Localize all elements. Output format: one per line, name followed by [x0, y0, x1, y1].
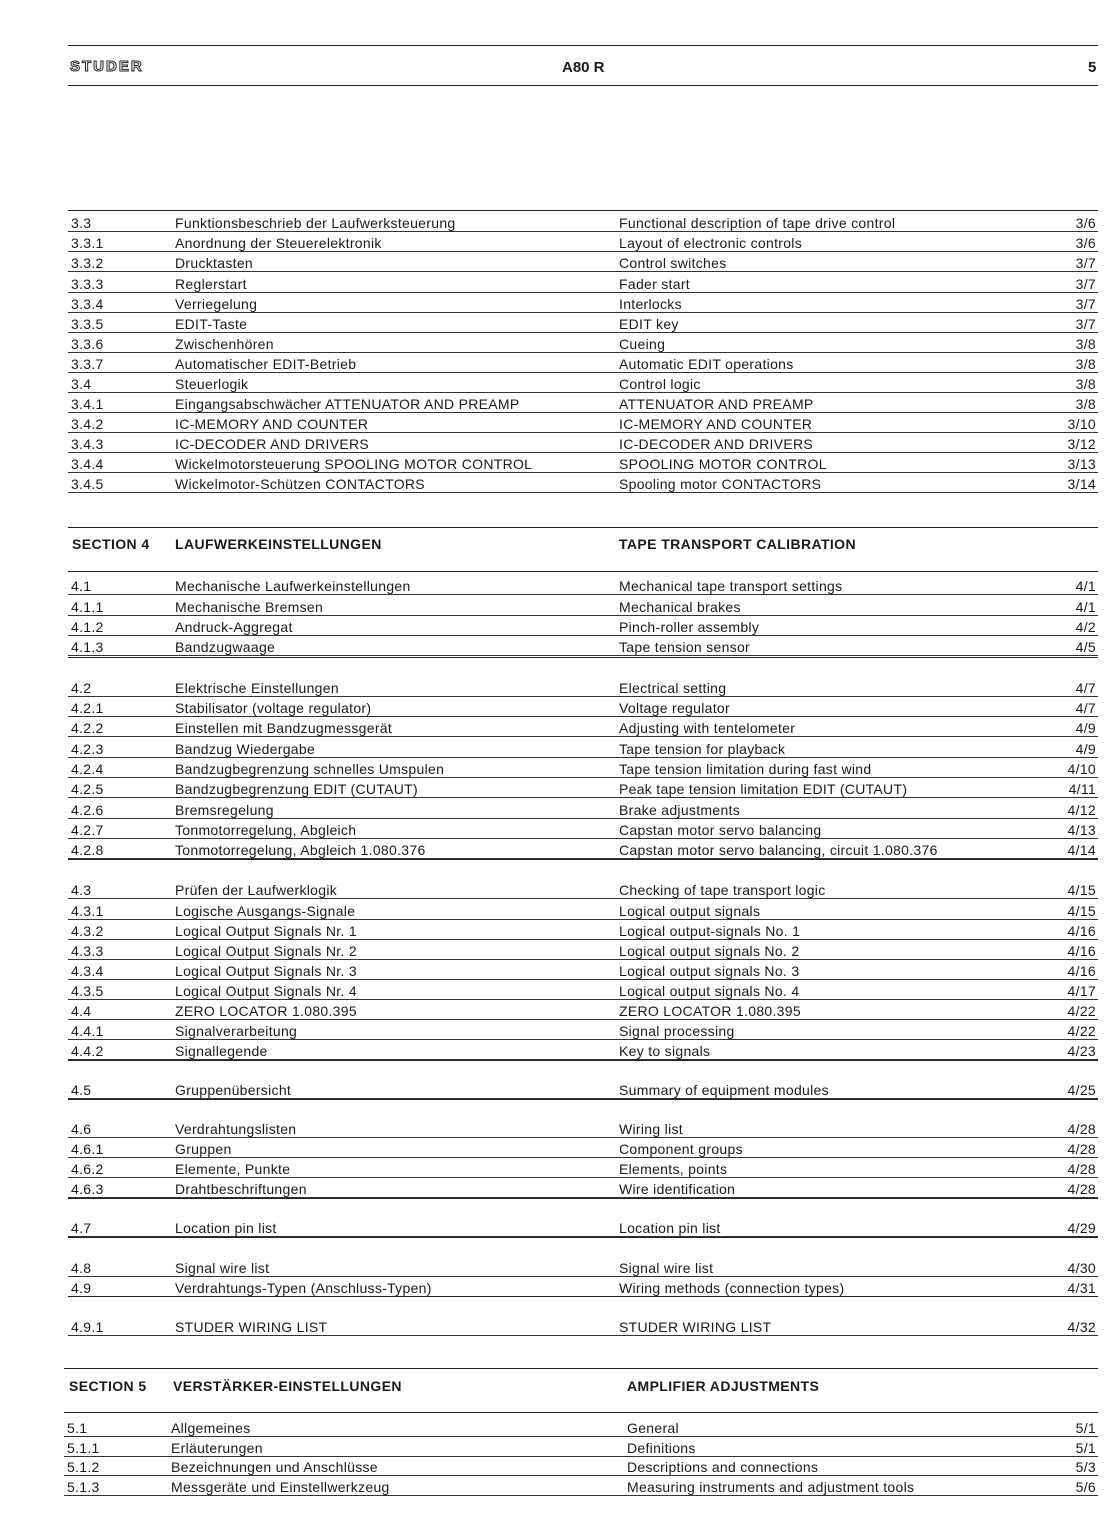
toc-row — [68, 413, 1098, 433]
toc-section-number: 3.3 — [71, 215, 92, 231]
toc-page-ref: 5/1 — [1075, 1440, 1096, 1456]
toc-title-de: Zwischenhören — [175, 336, 274, 352]
table-top-rule — [68, 210, 1098, 211]
header-top-rule — [68, 45, 1098, 46]
toc-title-de: IC-DECODER AND DRIVERS — [175, 436, 370, 452]
toc-title-de: Stabilisator (voltage regulator) — [175, 700, 372, 716]
toc-title-de: Location pin list — [175, 1220, 277, 1236]
toc-title-en: Logical output signals No. 4 — [619, 983, 800, 999]
toc-title-en: Automatic EDIT operations — [619, 356, 794, 372]
toc-title-en: Control logic — [619, 376, 701, 392]
toc-section-number: 4.2 — [71, 680, 92, 696]
toc-title-en: Component groups — [619, 1141, 743, 1157]
toc-title-de: Erläuterungen — [171, 1440, 263, 1456]
section-title-de: VERSTÄRKER-EINSTELLUNGEN — [173, 1378, 402, 1394]
toc-page-ref: 4/29 — [1067, 1220, 1096, 1236]
toc-row — [68, 575, 1098, 595]
toc-title-en: Voltage regulator — [619, 700, 730, 716]
toc-title-en: SPOOLING MOTOR CONTROL — [619, 456, 827, 472]
toc-section-number: 4.2.3 — [71, 741, 104, 757]
toc-title-de: Elemente, Punkte — [175, 1161, 291, 1177]
toc-page-ref: 4/28 — [1067, 1161, 1096, 1177]
toc-title-de: Tonmotorregelung, Abgleich 1.080.376 — [175, 842, 426, 858]
toc-row — [68, 1000, 1098, 1020]
toc-section-number: 4.6 — [71, 1121, 92, 1137]
toc-title-de: Allgemeines — [171, 1420, 251, 1436]
toc-page-ref: 4/5 — [1075, 639, 1096, 655]
header-bottom-rule — [68, 85, 1098, 86]
toc-title-en: EDIT key — [619, 316, 679, 332]
toc-section-number: 3.4.3 — [71, 436, 104, 452]
toc-row — [68, 1178, 1098, 1198]
toc-title-de: Verdrahtungslisten — [175, 1121, 297, 1137]
toc-title-en: Signal wire list — [619, 1260, 714, 1276]
section-title-en: TAPE TRANSPORT CALIBRATION — [619, 536, 856, 552]
toc-page-ref: 5/1 — [1075, 1420, 1096, 1436]
toc-row — [68, 273, 1098, 293]
toc-page-ref: 3/7 — [1075, 296, 1096, 312]
toc-title-en: Tape tension limitation during fast wind — [619, 761, 872, 777]
toc-section-number: 3.4.1 — [71, 396, 104, 412]
toc-row — [68, 252, 1098, 272]
toc-title-de: Gruppen — [175, 1141, 232, 1157]
toc-section-number: 4.3 — [71, 882, 92, 898]
toc-page-ref: 4/16 — [1067, 923, 1096, 939]
toc-section-number: 4.3.1 — [71, 903, 104, 919]
toc-section-number: 4.2.7 — [71, 822, 104, 838]
toc-title-en: General — [627, 1420, 679, 1436]
toc-page-ref: 4/9 — [1075, 741, 1096, 757]
section-title-de: LAUFWERKEINSTELLUNGEN — [175, 536, 382, 552]
toc-row — [68, 393, 1098, 413]
section-5-rule — [64, 1368, 1098, 1369]
toc-row — [68, 980, 1098, 1000]
toc-section-number: 4.1.2 — [71, 619, 104, 635]
toc-row — [68, 1020, 1098, 1040]
toc-title-de: Signallegende — [175, 1043, 268, 1059]
toc-title-en: Location pin list — [619, 1220, 721, 1236]
toc-title-de: Anordnung der Steuerelektronik — [175, 235, 382, 251]
toc-section-number: 4.1.1 — [71, 599, 104, 615]
toc-title-en: Layout of electronic controls — [619, 235, 803, 251]
toc-page-ref: 3/7 — [1075, 255, 1096, 271]
toc-title-de: Mechanische Laufwerkeinstellungen — [175, 578, 411, 594]
toc-page-ref: 4/16 — [1067, 963, 1096, 979]
toc-page-ref: 4/15 — [1067, 903, 1096, 919]
toc-row — [68, 1040, 1098, 1060]
toc-title-de: Bandzugbegrenzung EDIT (CUTAUT) — [175, 781, 418, 797]
toc-title-en: Mechanical brakes — [619, 599, 741, 615]
toc-section-number: 4.6.3 — [71, 1181, 104, 1197]
group-separator-rule — [68, 1237, 1098, 1238]
toc-row — [68, 799, 1098, 819]
studer-logo: STUDER — [70, 58, 144, 75]
toc-title-en: Tape tension sensor — [619, 639, 751, 655]
toc-title-de: IC-MEMORY AND COUNTER — [175, 416, 369, 432]
toc-section-number: 4.1 — [71, 578, 92, 594]
toc-title-en: Tape tension for playback — [619, 741, 786, 757]
section-heading — [68, 1378, 1098, 1396]
toc-page-ref: 4/14 — [1067, 842, 1096, 858]
toc-title-de: Verdrahtungs-Typen (Anschluss-Typen) — [175, 1280, 432, 1296]
toc-section-number: 4.3.4 — [71, 963, 104, 979]
toc-row — [68, 293, 1098, 313]
toc-section-number: 4.4.1 — [71, 1023, 104, 1039]
toc-row — [68, 616, 1098, 636]
toc-section-number: 3.3.6 — [71, 336, 104, 352]
toc-section-number: 4.6.2 — [71, 1161, 104, 1177]
toc-page-ref: 4/28 — [1067, 1141, 1096, 1157]
toc-row — [68, 313, 1098, 333]
toc-page-ref: 3/6 — [1075, 215, 1096, 231]
toc-row — [68, 819, 1098, 839]
toc-page-ref: 3/6 — [1075, 235, 1096, 251]
toc-section-number: 3.3.5 — [71, 316, 104, 332]
toc-title-de: EDIT-Taste — [175, 316, 248, 332]
group-separator-rule — [68, 1060, 1098, 1061]
group-separator-rule — [68, 657, 1098, 658]
toc-title-en: Logical output signals — [619, 903, 761, 919]
toc-title-de: Andruck-Aggregat — [175, 619, 293, 635]
toc-title-de: Logical Output Signals Nr. 3 — [175, 963, 357, 979]
toc-title-de: Logical Output Signals Nr. 1 — [175, 923, 357, 939]
toc-row — [64, 1437, 1098, 1457]
section-number: SECTION 5 — [69, 1378, 147, 1394]
toc-title-en: ZERO LOCATOR 1.080.395 — [619, 1003, 801, 1019]
toc-row — [68, 738, 1098, 758]
toc-row — [68, 433, 1098, 453]
toc-page-ref: 3/12 — [1067, 436, 1096, 452]
toc-page-ref: 4/30 — [1067, 1260, 1096, 1276]
toc-row — [68, 596, 1098, 616]
toc-title-de: Drahtbeschriftungen — [175, 1181, 307, 1197]
toc-title-de: Bandzugbegrenzung schnelles Umspulen — [175, 761, 445, 777]
toc-title-en: Wiring methods (connection types) — [619, 1280, 845, 1296]
toc-title-de: Bezeichnungen und Anschlüsse — [171, 1459, 378, 1475]
toc-title-en: Measuring instruments and adjustment tools — [627, 1479, 915, 1495]
toc-section-number: 5.1.2 — [67, 1459, 100, 1475]
toc-section-number: 4.9.1 — [71, 1319, 104, 1335]
toc-row — [68, 1217, 1098, 1237]
section-number: SECTION 4 — [72, 536, 150, 552]
toc-title-en: IC-DECODER AND DRIVERS — [619, 436, 814, 452]
toc-page-ref: 5/6 — [1075, 1479, 1096, 1495]
toc-title-en: Logical output-signals No. 1 — [619, 923, 801, 939]
toc-title-en: Signal processing — [619, 1023, 735, 1039]
toc-title-en: Capstan motor servo balancing, circuit 1.080.376 — [619, 842, 938, 858]
group-separator-rule — [68, 859, 1098, 860]
toc-title-en: Cueing — [619, 336, 666, 352]
toc-title-en: Spooling motor CONTACTORS — [619, 476, 822, 492]
toc-row — [68, 717, 1098, 737]
toc-title-en: Electrical setting — [619, 680, 727, 696]
toc-section-number: 4.4 — [71, 1003, 92, 1019]
toc-page-ref: 3/8 — [1075, 376, 1096, 392]
toc-page-ref: 4/7 — [1075, 700, 1096, 716]
section-heading — [68, 536, 1098, 554]
toc-page-ref: 3/7 — [1075, 276, 1096, 292]
toc-row — [68, 353, 1098, 373]
toc-section-number: 4.2.4 — [71, 761, 104, 777]
toc-section-number: 4.5 — [71, 1082, 92, 1098]
toc-title-de: Funktionsbeschrieb der Laufwerksteuerung — [175, 215, 456, 231]
toc-page-ref: 4/23 — [1067, 1043, 1096, 1059]
toc-title-de: Tonmotorregelung, Abgleich — [175, 822, 357, 838]
toc-page-ref: 4/28 — [1067, 1181, 1096, 1197]
toc-page-ref: 4/22 — [1067, 1023, 1096, 1039]
toc-section-number: 4.3.5 — [71, 983, 104, 999]
toc-title-de: Eingangsabschwächer ATTENUATOR AND PREAMP — [175, 396, 520, 412]
toc-page-ref: 4/15 — [1067, 882, 1096, 898]
model-title: A80 R — [562, 59, 605, 76]
toc-section-number: 4.6.1 — [71, 1141, 104, 1157]
toc-page-ref: 4/13 — [1067, 822, 1096, 838]
toc-title-en: Pinch-roller assembly — [619, 619, 760, 635]
toc-section-number: 3.3.2 — [71, 255, 104, 271]
toc-page-ref: 4/1 — [1075, 599, 1096, 615]
toc-page-ref: 4/28 — [1067, 1121, 1096, 1137]
toc-page-ref: 4/25 — [1067, 1082, 1096, 1098]
toc-title-en: Functional description of tape drive control — [619, 215, 896, 231]
toc-page-ref: 4/22 — [1067, 1003, 1096, 1019]
toc-title-de: Steuerlogik — [175, 376, 249, 392]
toc-section-number: 3.3.4 — [71, 296, 104, 312]
toc-title-en: Interlocks — [619, 296, 682, 312]
toc-page-ref: 4/32 — [1067, 1319, 1096, 1335]
toc-title-en: Capstan motor servo balancing — [619, 822, 822, 838]
toc-title-en: Checking of tape transport logic — [619, 882, 826, 898]
toc-row — [64, 1476, 1098, 1496]
toc-page-ref: 5/3 — [1075, 1459, 1096, 1475]
toc-section-number: 3.4.2 — [71, 416, 104, 432]
toc-title-en: Control switches — [619, 255, 727, 271]
toc-row — [64, 1417, 1098, 1437]
section-title-en: AMPLIFIER ADJUSTMENTS — [627, 1378, 820, 1394]
toc-row — [68, 373, 1098, 393]
group-separator-rule — [68, 1099, 1098, 1100]
toc-page-ref: 4/17 — [1067, 983, 1096, 999]
toc-title-en: Elements, points — [619, 1161, 728, 1177]
toc-row — [68, 212, 1098, 232]
toc-page-ref: 4/2 — [1075, 619, 1096, 635]
toc-row — [68, 1158, 1098, 1178]
toc-title-de: Automatischer EDIT-Betrieb — [175, 356, 357, 372]
toc-title-de: STUDER WIRING LIST — [175, 1319, 328, 1335]
toc-section-number: 4.2.6 — [71, 802, 104, 818]
toc-title-de: Prüfen der Laufwerklogik — [175, 882, 338, 898]
toc-title-de: Logical Output Signals Nr. 4 — [175, 983, 357, 999]
toc-section-number: 4.3.2 — [71, 923, 104, 939]
toc-title-de: Logische Ausgangs-Signale — [175, 903, 356, 919]
section-4-rule — [68, 527, 1098, 528]
toc-section-number: 5.1 — [67, 1420, 88, 1436]
toc-row — [68, 1257, 1098, 1277]
toc-title-en: Logical output signals No. 2 — [619, 943, 800, 959]
toc-page-ref: 4/9 — [1075, 720, 1096, 736]
toc-title-en: ATTENUATOR AND PREAMP — [619, 396, 814, 412]
toc-title-de: Elektrische Einstellungen — [175, 680, 339, 696]
toc-title-de: Signalverarbeitung — [175, 1023, 298, 1039]
toc-title-en: Wiring list — [619, 1121, 683, 1137]
toc-section-number: 4.9 — [71, 1280, 92, 1296]
toc-title-en: Definitions — [627, 1440, 696, 1456]
toc-title-de: Reglerstart — [175, 276, 247, 292]
toc-section-number: 5.1.1 — [67, 1440, 100, 1456]
toc-title-de: Drucktasten — [175, 255, 253, 271]
toc-page-ref: 4/16 — [1067, 943, 1096, 959]
toc-page-ref: 3/8 — [1075, 356, 1096, 372]
toc-page-ref: 4/1 — [1075, 578, 1096, 594]
group-separator-rule — [68, 1296, 1098, 1297]
section-4-bottom-rule — [68, 571, 1098, 572]
toc-row — [68, 1316, 1098, 1336]
toc-page-ref: 3/8 — [1075, 336, 1096, 352]
toc-title-en: Mechanical tape transport settings — [619, 578, 843, 594]
toc-title-en: Wire identification — [619, 1181, 736, 1197]
toc-title-de: Bandzugwaage — [175, 639, 276, 655]
toc-section-number: 3.3.3 — [71, 276, 104, 292]
toc-row — [68, 636, 1098, 656]
toc-section-number: 4.2.2 — [71, 720, 104, 736]
group-separator-rule — [68, 1198, 1098, 1199]
toc-row — [68, 473, 1098, 493]
toc-page-ref: 3/7 — [1075, 316, 1096, 332]
toc-page-ref: 4/10 — [1067, 761, 1096, 777]
toc-title-en: Logical output signals No. 3 — [619, 963, 800, 979]
toc-page-ref: 3/13 — [1067, 456, 1096, 472]
toc-row — [68, 920, 1098, 940]
toc-section-number: 3.4 — [71, 376, 92, 392]
toc-section-number: 4.1.3 — [71, 639, 104, 655]
toc-section-number: 4.8 — [71, 1260, 92, 1276]
toc-row — [68, 960, 1098, 980]
toc-title-de: Einstellen mit Bandzugmessgerät — [175, 720, 393, 736]
toc-page-ref: 4/11 — [1068, 781, 1096, 797]
toc-page-ref: 4/31 — [1067, 1280, 1096, 1296]
toc-section-number: 4.2.8 — [71, 842, 104, 858]
toc-title-en: Adjusting with tentelometer — [619, 720, 796, 736]
toc-title-en: Peak tape tension limitation EDIT (CUTAUT) — [619, 781, 908, 797]
toc-title-de: Bandzug Wiedergabe — [175, 741, 316, 757]
toc-section-number: 3.3.7 — [71, 356, 104, 372]
toc-title-en: IC-MEMORY AND COUNTER — [619, 416, 813, 432]
toc-title-de: Signal wire list — [175, 1260, 270, 1276]
toc-title-en: Fader start — [619, 276, 690, 292]
toc-row — [68, 232, 1098, 252]
toc-row — [68, 1277, 1098, 1297]
toc-title-de: ZERO LOCATOR 1.080.395 — [175, 1003, 357, 1019]
toc-row — [68, 697, 1098, 717]
toc-section-number: 4.2.1 — [71, 700, 104, 716]
toc-section-number: 4.4.2 — [71, 1043, 104, 1059]
toc-row — [68, 900, 1098, 920]
toc-title-de: Mechanische Bremsen — [175, 599, 324, 615]
toc-row — [68, 778, 1098, 798]
toc-section-number: 5.1.3 — [67, 1479, 100, 1495]
toc-section-number: 4.7 — [71, 1220, 92, 1236]
toc-section-number: 3.4.4 — [71, 456, 104, 472]
toc-title-en: Key to signals — [619, 1043, 711, 1059]
toc-row — [68, 839, 1098, 859]
toc-title-de: Logical Output Signals Nr. 2 — [175, 943, 357, 959]
toc-title-de: Gruppenübersicht — [175, 1082, 292, 1098]
toc-section-number: 4.2.5 — [71, 781, 104, 797]
toc-page-ref: 4/7 — [1075, 680, 1096, 696]
toc-row — [68, 940, 1098, 960]
toc-row — [68, 1138, 1098, 1158]
toc-row — [68, 333, 1098, 353]
toc-page-ref: 4/12 — [1067, 802, 1096, 818]
toc-row — [68, 677, 1098, 697]
toc-row — [64, 1456, 1098, 1476]
toc-title-en: Descriptions and connections — [627, 1459, 819, 1475]
toc-title-de: Messgeräte und Einstellwerkzeug — [171, 1479, 390, 1495]
toc-title-en: Brake adjustments — [619, 802, 741, 818]
toc-title-en: STUDER WIRING LIST — [619, 1319, 772, 1335]
toc-section-number: 3.4.5 — [71, 476, 104, 492]
section-5-bottom-rule — [64, 1412, 1098, 1413]
toc-page-ref: 3/8 — [1075, 396, 1096, 412]
toc-row — [68, 758, 1098, 778]
toc-row — [68, 453, 1098, 473]
page-number: 5 — [1088, 59, 1097, 76]
toc-section-number: 3.3.1 — [71, 235, 104, 251]
toc-page-ref: 3/14 — [1067, 476, 1096, 492]
toc-page-ref: 3/10 — [1067, 416, 1096, 432]
toc-row — [68, 879, 1098, 899]
toc-title-en: Summary of equipment modules — [619, 1082, 829, 1098]
toc-title-de: Wickelmotorsteuerung SPOOLING MOTOR CONTROL — [175, 456, 533, 472]
toc-title-de: Verriegelung — [175, 296, 258, 312]
toc-title-de: Bremsregelung — [175, 802, 274, 818]
toc-row — [68, 1118, 1098, 1138]
toc-title-de: Wickelmotor-Schützen CONTACTORS — [175, 476, 425, 492]
toc-row — [68, 1079, 1098, 1099]
toc-section-number: 4.3.3 — [71, 943, 104, 959]
